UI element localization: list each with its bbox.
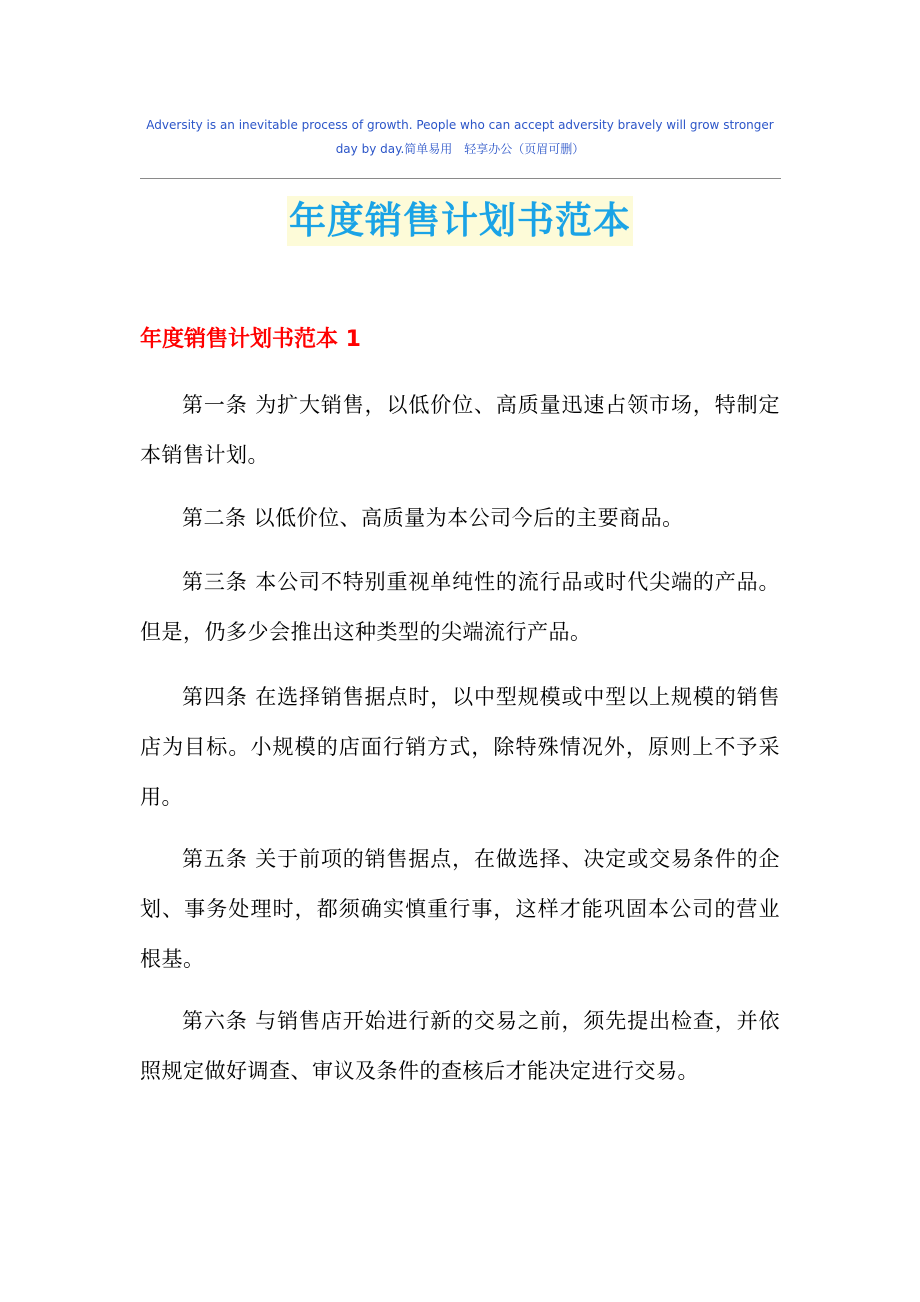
paragraph-article-4: 第四条 在选择销售据点时，以中型规模或中型以上规模的销售店为目标。小规模的店面行销方式，除特殊情况外，原则上不予采用。 [140, 685, 780, 809]
page-header [140, 113, 780, 161]
header-note: 简单易用 轻享办公（页眉可删） [404, 142, 585, 156]
paragraph-article-6: 第六条 与销售店开始进行新的交易之前，须先提出检查，并依照规定做好调查、审议及条件的查核后才能决定进行交易。 [140, 1009, 780, 1083]
paragraph-article-1: 第一条 为扩大销售，以低价位、高质量迅速占领市场，特制定本销售计划。 [140, 393, 780, 467]
paragraph-article-3: 第三条 本公司不特别重视单纯性的流行品或时代尖端的产品。但是，仍多少会推出这种类型的尖端流行产品。 [140, 570, 780, 644]
paragraph-article-2: 第二条 以低价位、高质量为本公司今后的主要商品。 [182, 506, 684, 530]
section-heading: 年度销售计划书范本 1 [140, 327, 361, 352]
header-tagline: Adversity is an inevitable process of growth. People who can accept adversity bravely will grow stronger day by day. [146, 118, 774, 156]
paragraph-article-5: 第五条 关于前项的销售据点，在做选择、决定或交易条件的企划、事务处理时，都须确实慎重行事，这样才能巩固本公司的营业根基。 [140, 847, 780, 971]
document-title: 年度销售计划书范本 [287, 196, 633, 246]
header-divider [140, 178, 781, 179]
title-container [0, 196, 920, 246]
